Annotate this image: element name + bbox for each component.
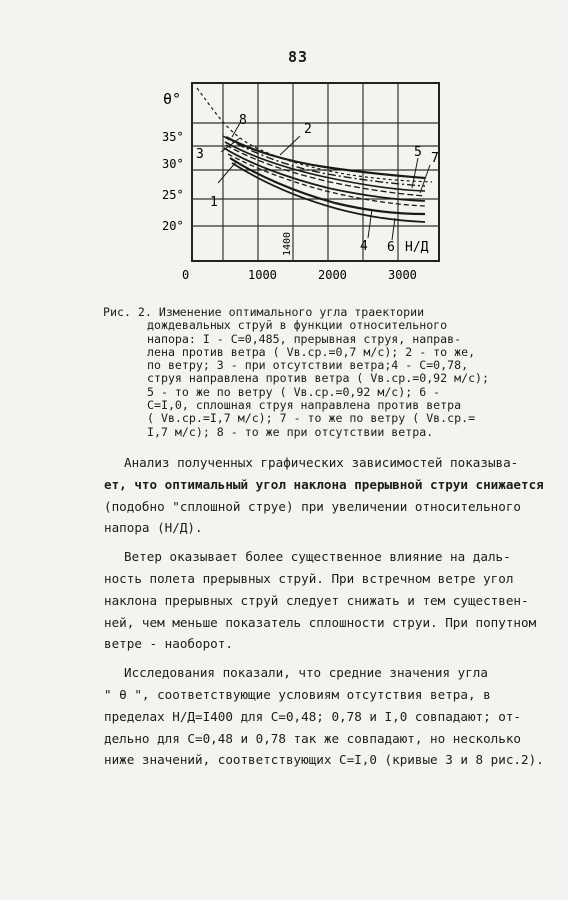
- curve-label-6: 6: [387, 240, 395, 255]
- paragraph-analysis: [104, 452, 544, 539]
- caption-line: ( Vв.ср.=I,7 м/с); 7 - то же по ветру ( Vв.ср.=: [147, 411, 476, 426]
- x-tick-label: 0: [182, 268, 190, 282]
- y-tick-label: 25°: [162, 188, 184, 202]
- x-axis-label: Н/Д: [405, 240, 429, 255]
- caption-line: дождевальных струй в функции относительного: [147, 318, 448, 333]
- caption-line: струя направлена против ветра ( Vв.ср.=0,92 м/с);: [147, 371, 490, 386]
- text-line: Анализ полученных графических зависимостей показыва-: [124, 455, 519, 470]
- curve-label-7: 7: [431, 151, 439, 166]
- caption-line: по ветру; 3 - при отсутствии ветра;4 - С=0,78,: [147, 358, 469, 373]
- caption-line: напора: I - С=0,485, прерывная струя, направ-: [147, 331, 462, 346]
- text-line-bold: ет, что оптимальный угол наклона прерывной струи снижается: [104, 476, 544, 492]
- text-line: ность полета прерывных струй. При встречном ветре угол: [104, 570, 514, 586]
- curve-label-1: 1: [210, 195, 218, 210]
- curves: [197, 88, 432, 222]
- text-line: ниже значений, соответствующих С=I,0 (кривые 3 и 8 рис.2).: [104, 752, 544, 768]
- text-line: ней, чем меньше показатель сплошности струи. При попутном: [104, 614, 537, 630]
- marker-1400-label: 1400: [282, 231, 293, 256]
- text-line: пределах Н/Д=I400 для С=0,48; 0,78 и I,0 совпадают; от-: [104, 708, 522, 724]
- text-line: наклона прерывных струй следует снижать и тем существен-: [104, 592, 529, 608]
- angle-vs-head-figure: [0, 0, 568, 300]
- curve-label-4: 4: [360, 239, 368, 254]
- x-tick-label: 2000: [318, 268, 347, 282]
- paragraph-research: [104, 662, 544, 771]
- text-line: Ветер оказывает более существенное влияние на даль-: [124, 549, 511, 565]
- text-line: (подобно "сплошной струе) при увеличении относительного: [104, 498, 522, 514]
- y-axis-label: θ°: [163, 90, 182, 108]
- text-line: " θ ", соответствующие условиям отсутствия ветра, в: [104, 686, 491, 702]
- page-number: 83: [288, 48, 309, 66]
- y-tick-label: 30°: [162, 157, 184, 171]
- curve-label-5: 5: [414, 145, 422, 160]
- text-line: напора (Н/Д).: [104, 520, 203, 536]
- curve-label-3: 3: [196, 147, 204, 162]
- text-line: Исследования показали, что средние значения угла: [124, 665, 488, 681]
- body-text: [104, 452, 544, 771]
- caption-line: 5 - то же по ветру ( Vв.ср.=0,92 м/с); 6 -: [147, 384, 441, 399]
- caption-line: С=I,0, сплошная струя направлена против ветра: [147, 398, 462, 413]
- x-tick-label: 1000: [248, 268, 277, 282]
- figure-caption: [103, 306, 543, 439]
- y-tick-label: 35°: [162, 130, 184, 144]
- text-line: ветре - наоборот.: [104, 636, 233, 652]
- curve-label-2: 2: [304, 122, 312, 137]
- x-tick-label: 3000: [388, 268, 417, 282]
- text-line: дельно для С=0,48 и 0,78 так же совпадают, но несколько: [104, 730, 522, 746]
- caption-line: I,7 м/с); 8 - то же при отсутствии ветра.: [147, 424, 434, 439]
- caption-line: Рис. 2. Изменение оптимального угла траектории: [103, 305, 425, 319]
- curve-8: [223, 136, 425, 186]
- curve-dashed-upper: [197, 88, 432, 182]
- caption-line: лена против ветра ( Vв.ср.=0,7 м/с); 2 - то же,: [147, 344, 476, 359]
- curve-label-8: 8: [239, 113, 247, 128]
- paragraph-wind: [104, 546, 537, 655]
- y-tick-label: 20°: [162, 219, 184, 233]
